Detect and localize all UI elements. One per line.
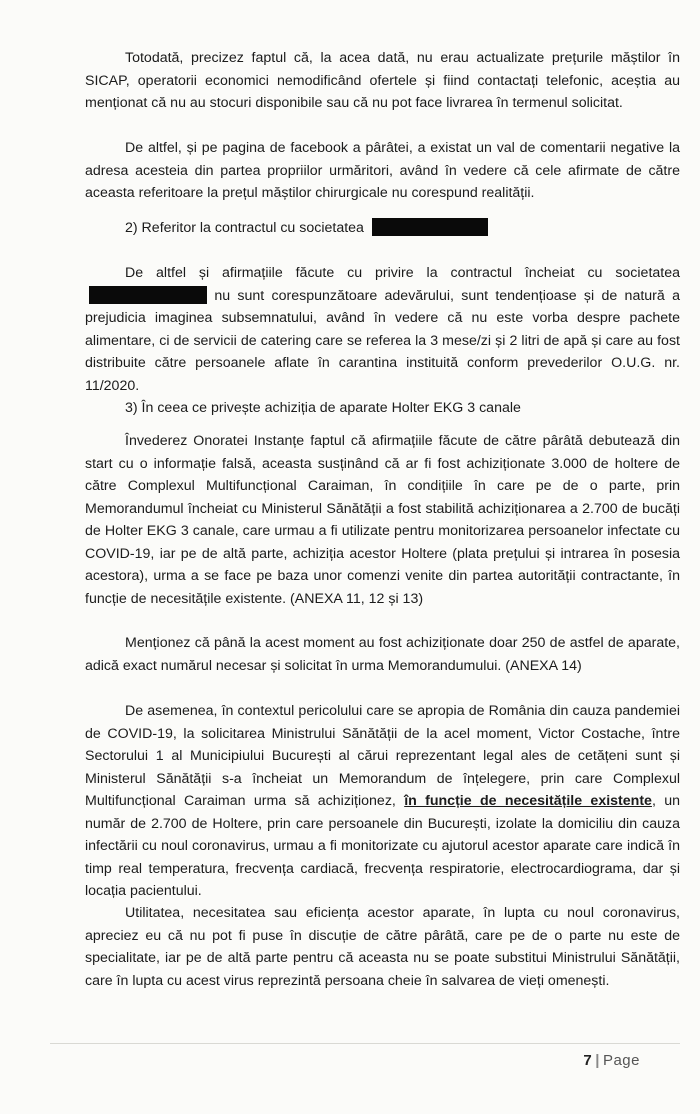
paragraph-catering-contract — [85, 262, 680, 397]
footer-divider — [50, 1043, 680, 1044]
heading-section-2 — [125, 217, 488, 240]
page-number: 7 — [583, 1052, 593, 1069]
heading-section-2-text: 2) Referitor la contractul cu societatea — [125, 220, 364, 236]
paragraph-memorandum — [85, 700, 680, 903]
redaction-block — [372, 218, 488, 236]
page-label: Page — [602, 1052, 640, 1069]
paragraph-masks-prices: Totodată, precizez faptul că, la acea dată, nu erau actualizate prețurile măștilor în SICAP, operatorii economici nemodificând ofertele și fiind contactați telefonic, aceștia au menționat că nu au stocuri disponibile sau că nu pot face livrarea în termenul solicitat. — [85, 50, 680, 111]
paragraph-250-devices: Menționez că până la acest moment au fost achiziționate doar 250 de astfel de aparate, adică exact numărul necesar și solicitat în urma Memorandumului. (ANEXA 14) — [85, 635, 680, 674]
heading-section-3: 3) În ceea ce privește achiziția de aparate Holter EKG 3 canale — [125, 400, 521, 416]
page-separator: | — [595, 1052, 600, 1069]
paragraph-holter-acquisition: Învederez Onoratei Instanțe faptul că afirmațiile făcute de către pârâtă debutează din start cu o informație falsă, aceasta susținând că ar fi fost achiziționate 3.000 de holtere de către Complexul Multifuncțional Caraiman, în condițiile în care pe de o parte, prin Memorandumul încheiat cu Ministerul Sănătății a fost stabilită achiziționarea a 2.700 de bucăți de Holter EKG 3 canale, care urmau a fi utilizate pentru monitorizarea persoanelor infectate cu COVID-19, iar pe de altă parte, achiziția acestor Holtere (plata prețului și intrarea în posesia acestora), urma a se face pe baza unor comenzi venite din partea autorității contractante, în funcție de necesitățile existente. (ANEXA 11, 12 și 13) — [85, 433, 680, 607]
paragraph-memorandum-intro: De asemenea, în contextul pericolului care se apropia de România din cauza pandemiei de COVID-19, la solicitarea Ministrului Sănătății de la acel moment, Victor Costache, între Sectorului 1 al Municipiului București al cărui reprezentant legal ales de cetățeni sunt și Ministerul Sănătății s-a încheiat un Memorandum de înțelegere, prin care Complexul Multifuncțional Caraiman urma să achiziționez, — [85, 703, 680, 809]
paragraph-catering-contract-intro: De altfel și afirmațiile făcute cu privire la contractul încheiat cu societatea — [125, 265, 680, 281]
paragraph-catering-contract-body: nu sunt corespunzătoare adevărului, sunt tendențioase și de natură a prejudicia imaginea subsemnatului, având în vedere că nu este vorba despre pachete alimentare, ci de servicii de catering care se referea la 3 mese/zi și 2 litri de apă și care au fost distribuite către persoanele aflate în carantina instituită conform prevederilor O.U.G. nr. 11/2020. — [85, 287, 680, 394]
emphasized-phrase: în funcție de necesitățile existente — [404, 793, 652, 809]
paragraph-memorandum-body: , un număr de 2.700 de Holtere, prin care persoanele din București, izolate la domiciliu din cauza infectării cu noul coronavirus, urmau a fi monitorizate cu ajutorul acestor aparate care indică în timp real temperatura, frecvența cardiacă, frecvența respiratorie, electrocardiograma, dar și locația pacientului. — [85, 793, 680, 899]
redaction-block — [89, 286, 207, 304]
paragraph-facebook-comments: De altfel, și pe pagina de facebook a pârâtei, a existat un val de comentarii negative la adresa acesteia din partea propriilor urmăritori, având în vedere că cele afirmate de către aceasta referitoare la prețul măștilor chirurgicale nu corespund realității. — [85, 140, 680, 201]
page-footer — [583, 1052, 640, 1069]
paragraph-usefulness: Utilitatea, necesitatea sau eficiența acestor aparate, în lupta cu noul coronavirus, apreciez eu că nu pot fi puse în discuție de către pârâtă, care pe de o parte nu este de specialitate, iar pe de altă parte pentru că aceasta nu se poate substitui Ministrului Sănătății, care în lupta cu acest virus reprezintă persoana cheie în salvarea de vieți omenești. — [85, 905, 680, 989]
